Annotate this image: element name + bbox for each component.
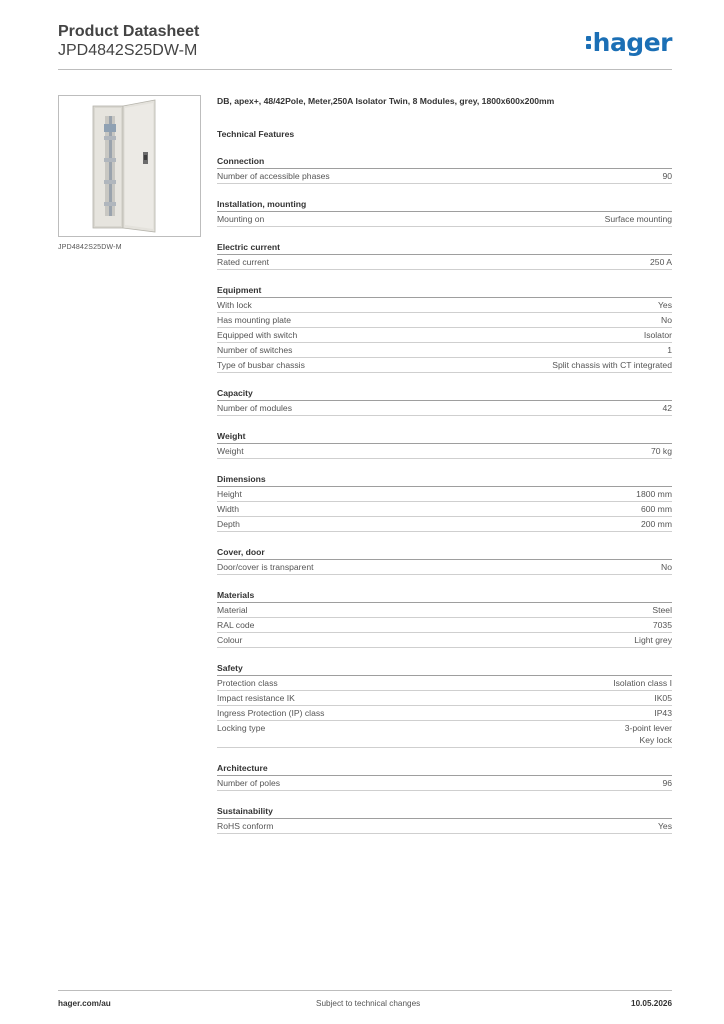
section-title: Installation, mounting <box>217 198 672 212</box>
feature-value-line: 1 <box>667 345 672 355</box>
feature-value <box>662 402 672 414</box>
feature-row <box>217 343 672 358</box>
feature-value <box>652 604 672 616</box>
feature-row <box>217 212 672 227</box>
footer-date: 10.05.2026 <box>631 999 672 1008</box>
feature-value <box>658 299 672 311</box>
feature-label: Mounting on <box>217 214 265 224</box>
feature-value-line: 1800 mm <box>636 489 672 499</box>
section-title: Safety <box>217 662 672 676</box>
feature-value <box>661 561 672 573</box>
feature-value-line: No <box>661 562 672 572</box>
feature-value <box>613 677 672 689</box>
feature-value-line: 96 <box>662 778 672 788</box>
feature-value <box>634 634 672 646</box>
feature-value <box>662 170 672 182</box>
feature-section <box>217 762 672 791</box>
feature-value-line: Key lock <box>639 735 672 745</box>
feature-row <box>217 358 672 373</box>
feature-label: Number of accessible phases <box>217 171 330 181</box>
feature-label: Height <box>217 489 242 499</box>
feature-label: Colour <box>217 635 243 645</box>
feature-value-line: Steel <box>652 605 672 615</box>
page-footer <box>58 990 672 1008</box>
footer-website: hager.com/au <box>58 999 111 1008</box>
section-title: Electric current <box>217 241 672 255</box>
feature-label: Type of busbar chassis <box>217 360 305 370</box>
feature-section <box>217 155 672 184</box>
feature-value-line: Yes <box>657 821 672 831</box>
feature-section <box>217 473 672 532</box>
feature-row <box>217 691 672 706</box>
feature-value <box>625 722 672 746</box>
section-title: Architecture <box>217 762 672 776</box>
feature-label: Protection class <box>217 678 278 688</box>
feature-row <box>217 444 672 459</box>
section-title: Cover, door <box>217 546 672 560</box>
feature-label: Number of switches <box>217 345 293 355</box>
feature-value-line: Isolator <box>643 330 672 340</box>
feature-value <box>605 213 672 225</box>
feature-section <box>217 662 672 748</box>
feature-value <box>662 777 672 789</box>
feature-section <box>217 198 672 227</box>
feature-value <box>641 518 672 530</box>
section-title: Equipment <box>217 284 672 298</box>
feature-row <box>217 169 672 184</box>
feature-value <box>653 619 672 631</box>
section-title: Sustainability <box>217 805 672 819</box>
feature-value-line: Light grey <box>634 635 672 645</box>
feature-label: Ingress Protection (IP) class <box>217 708 325 718</box>
feature-label: Number of modules <box>217 403 292 413</box>
feature-row <box>217 487 672 502</box>
feature-value <box>636 488 672 500</box>
feature-row <box>217 298 672 313</box>
feature-label: Number of poles <box>217 778 281 788</box>
feature-label: Material <box>217 605 248 615</box>
feature-label: Has mounting plate <box>217 315 292 325</box>
feature-row <box>217 401 672 416</box>
feature-label: Locking type <box>217 723 266 733</box>
feature-value <box>552 359 672 371</box>
feature-label: Equipped with switch <box>217 330 298 340</box>
feature-label: RoHS conform <box>217 821 274 831</box>
feature-value <box>644 329 672 341</box>
feature-value <box>641 503 672 515</box>
feature-section <box>217 589 672 648</box>
feature-row <box>217 603 672 618</box>
feature-value-line: 42 <box>662 403 672 413</box>
footer-note: Subject to technical changes <box>316 999 421 1008</box>
feature-value-line: Yes <box>657 300 672 310</box>
section-title: Capacity <box>217 387 672 401</box>
feature-value-line: 7035 <box>652 620 672 630</box>
feature-section <box>217 241 672 270</box>
feature-section <box>217 430 672 459</box>
feature-value-line: IP43 <box>654 708 672 718</box>
feature-value <box>667 344 672 356</box>
feature-value <box>654 707 672 719</box>
feature-label: Depth <box>217 519 240 529</box>
datasheet-content <box>217 95 672 834</box>
feature-row <box>217 776 672 791</box>
feature-value-line: 200 mm <box>640 519 672 529</box>
feature-value-line: 3-point lever <box>624 723 672 733</box>
feature-section <box>217 387 672 416</box>
feature-section <box>217 805 672 834</box>
section-title: Dimensions <box>217 473 672 487</box>
hager-logo <box>586 28 672 57</box>
feature-value-line: Split chassis with CT integrated <box>552 360 672 370</box>
feature-value <box>658 820 672 832</box>
section-title: Weight <box>217 430 672 444</box>
feature-value-line: Surface mounting <box>604 214 672 224</box>
logo-text: hager <box>592 28 672 57</box>
feature-value <box>650 256 672 268</box>
feature-value-line: 90 <box>662 171 672 181</box>
feature-row <box>217 560 672 575</box>
section-title: Materials <box>217 589 672 603</box>
section-title: Connection <box>217 155 672 169</box>
feature-section <box>217 546 672 575</box>
feature-row <box>217 313 672 328</box>
feature-label: Rated current <box>217 257 270 267</box>
product-description: DB, apex+, 48/42Pole, Meter,250A Isolator Twin, 8 Modules, grey, 1800x600x200mm <box>217 96 555 106</box>
technical-features-heading: Technical Features <box>217 129 295 139</box>
feature-label: RAL code <box>217 620 255 630</box>
feature-label: With lock <box>217 300 252 310</box>
feature-row <box>217 502 672 517</box>
feature-value-line: 70 kg <box>650 446 672 456</box>
feature-value <box>654 692 672 704</box>
page-header <box>58 22 672 70</box>
image-caption: JPD4842S25DW-M <box>58 244 122 251</box>
feature-row <box>217 633 672 648</box>
product-image <box>58 95 201 237</box>
distribution-board-image <box>59 96 200 236</box>
feature-value-line: IK05 <box>654 693 672 703</box>
feature-value <box>661 314 672 326</box>
feature-row <box>217 255 672 270</box>
feature-row <box>217 706 672 721</box>
feature-row <box>217 517 672 532</box>
feature-row <box>217 676 672 691</box>
feature-row <box>217 618 672 633</box>
logo-colon-icon <box>586 33 593 51</box>
feature-row <box>217 819 672 834</box>
feature-label: Width <box>217 504 239 514</box>
feature-value <box>651 445 672 457</box>
feature-value-line: 250 A <box>650 257 672 267</box>
feature-value-line: Isolation class I <box>613 678 672 688</box>
feature-label: Weight <box>217 446 244 456</box>
feature-sections <box>217 155 672 834</box>
feature-row <box>217 328 672 343</box>
feature-value-line: No <box>661 315 672 325</box>
document-title: Product Datasheet <box>58 23 200 40</box>
feature-label: Impact resistance IK <box>217 693 295 703</box>
product-code: JPD4842S25DW-M <box>58 42 198 59</box>
feature-label: Door/cover is transparent <box>217 562 314 572</box>
feature-row <box>217 721 672 748</box>
feature-section <box>217 284 672 373</box>
feature-value-line: 600 mm <box>640 504 672 514</box>
